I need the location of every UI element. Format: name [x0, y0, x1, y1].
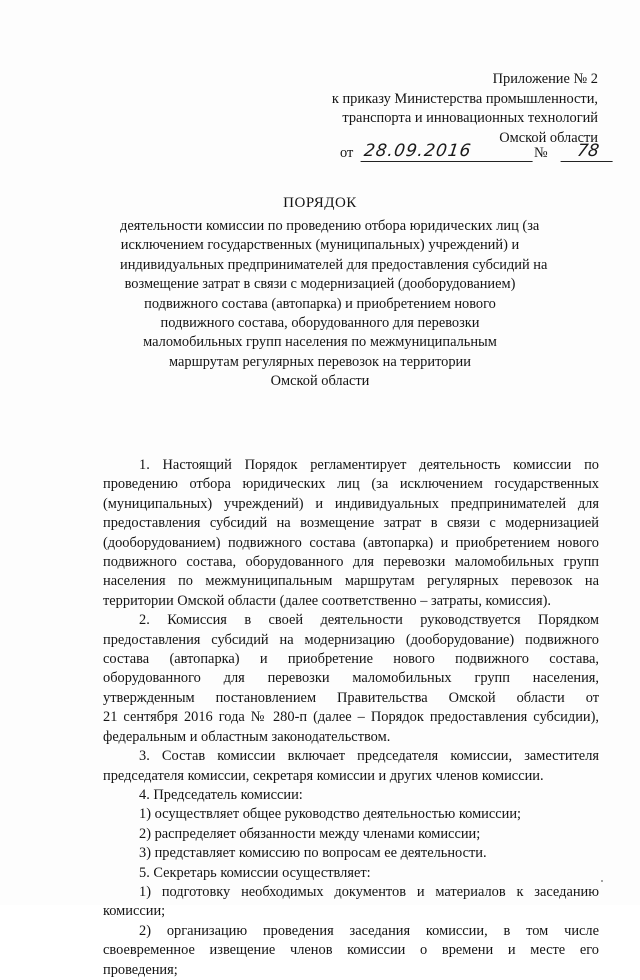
paragraph-line: (муниципальных) учреждений) и индивидуальных предпринимателей для — [103, 495, 599, 512]
paragraph-line: проведению отбора юридических лиц (за исключением государственных — [103, 476, 599, 493]
subtitle-line: возмещение затрат в связи с модернизацией (дооборудованием) — [124, 276, 516, 293]
document-subtitle — [120, 217, 548, 392]
date-prefix: от — [340, 145, 354, 161]
handwritten-number: 78 — [561, 141, 616, 162]
list-item-cont: проведения; — [103, 961, 178, 978]
paragraph-line: состава (автопарка) и приобретение нового подвижного состава, — [103, 651, 599, 668]
paragraph-1 — [103, 456, 599, 611]
paragraph-line: председателя комиссии, секретаря комиссии и других членов комиссии. — [103, 767, 544, 784]
list-item-cont: комиссии; — [103, 903, 166, 920]
paragraph-line: подвижного состава, оборудованного для перевозки маломобильных групп — [103, 554, 599, 571]
paragraph-line: утвержденным постановлением Правительства Омской области от — [103, 689, 599, 706]
appendix-ministry: транспорта и инновационных технологий — [342, 110, 598, 126]
paragraph-line: (дооборудованием) подвижного состава (автопарка) и приобретением нового — [103, 534, 599, 551]
list-item: 1) осуществляет общее руководство деятельностью комиссии; — [139, 806, 522, 823]
paragraph-heading: 5. Секретарь комиссии осуществляет: — [139, 864, 371, 881]
subtitle-line: подвижного состава (автопарка) и приобретением нового — [144, 295, 496, 312]
paragraph-heading: 4. Председатель комиссии: — [139, 786, 303, 803]
list-item: 2) распределяет обязанности между членами комиссии; — [139, 825, 481, 842]
subtitle-line: исключением государственных (муниципальных) учреждений) и — [120, 237, 520, 254]
list-item: 2) организацию проведения заседания комиссии, в том числе — [139, 922, 599, 939]
paragraph-4 — [103, 786, 599, 864]
number-label: № — [534, 145, 548, 161]
appendix-order-ref: к приказу Министерства промышленности, — [331, 90, 598, 107]
list-item: 1) подготовку необходимых документов и материалов к заседанию — [139, 883, 599, 900]
order-date-number — [340, 143, 600, 167]
paragraph-line: 21 сентября 2016 года № 280-п (далее – Порядок предоставления субсидии), — [103, 709, 599, 726]
paragraph-line: населения по межмуниципальным маршрутам регулярных перевозок на — [103, 573, 599, 590]
scan-speck — [601, 880, 603, 882]
list-item-cont: своевременное извещение членов комиссии о времени и месте его — [103, 942, 599, 959]
subtitle-line: маломобильных групп населения по межмуниципальным — [143, 334, 497, 351]
appendix-block — [332, 70, 598, 148]
paragraph-line: оборудованного для перевозки маломобильных групп населения, — [103, 670, 599, 687]
subtitle-line: индивидуальных предпринимателей для предоставления субсидий на — [120, 256, 548, 273]
list-item: 3) представляет комиссию по вопросам ее деятельности. — [139, 845, 487, 862]
paragraph-3 — [103, 747, 599, 786]
paragraph-line: 3. Состав комиссии включает председателя комиссии, заместителя — [139, 748, 599, 765]
subtitle-line: подвижного состава, оборудованного для перевозки — [160, 315, 480, 332]
paragraph-5 — [103, 864, 599, 980]
paragraph-line: 1. Настоящий Порядок регламентирует деятельность комиссии по — [139, 457, 599, 473]
appendix-number: Приложение № 2 — [492, 71, 598, 87]
paragraph-line: 2. Комиссия в своей деятельности руководствуется Порядком — [139, 612, 599, 629]
appendix-region: Омской области — [499, 129, 598, 146]
paragraph-line: предоставления субсидий на возмещение затрат в связи с модернизацией — [103, 515, 599, 532]
subtitle-line: Омской области — [270, 373, 370, 390]
paragraph-line: федеральным и областным законодательством. — [103, 728, 391, 745]
handwritten-date: 28.09.2016 — [361, 141, 536, 162]
document-title: ПОРЯДОК — [283, 195, 357, 211]
subtitle-line: деятельности комиссии по проведению отбора юридических лиц (за — [120, 218, 540, 234]
subtitle-line: маршрутам регулярных перевозок на территории — [169, 353, 471, 370]
paragraph-2 — [103, 611, 599, 747]
paragraph-line: предоставления субсидий на модернизацию (дооборудование) подвижного — [103, 631, 599, 648]
paragraph-line: территории Омской области (далее соответственно – затраты, комиссия). — [103, 592, 551, 609]
document-body — [103, 456, 599, 980]
